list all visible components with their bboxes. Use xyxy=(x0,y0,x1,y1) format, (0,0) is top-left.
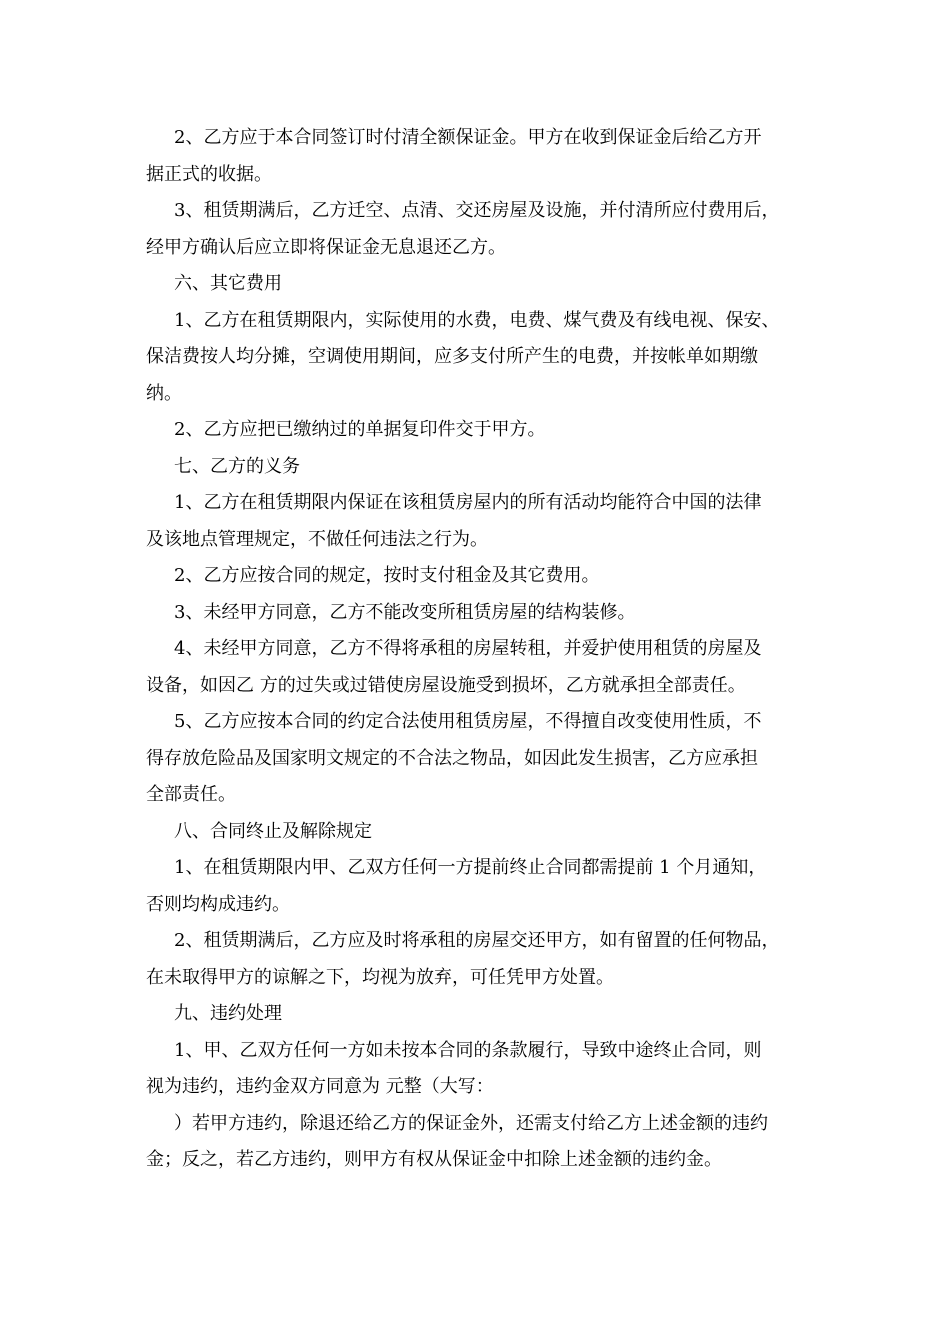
heading-text: 六、其它费用 xyxy=(174,273,282,294)
heading-text: 八、合同终止及解除规定 xyxy=(174,820,372,842)
text-line: 在未取得甲方的谅解之下，均视为放弃，可任凭甲方处置。 xyxy=(146,966,614,988)
clause-5-2 xyxy=(146,120,806,193)
clause-6-2 xyxy=(146,412,806,449)
text-line: ）若甲方违约，除退还给乙方的保证金外，还需支付给乙方上述金额的违约 xyxy=(174,1112,768,1134)
section-heading-8 xyxy=(146,814,806,851)
text-line: 1、在租赁期限内甲、乙双方任何一方提前终止合同都需提前 1 个月通知， xyxy=(174,857,767,878)
clause-7-4 xyxy=(146,631,806,704)
clause-7-3 xyxy=(146,595,806,632)
text-line: 2、租赁期满后，乙方应及时将承租的房屋交还甲方，如有留置的任何物品， xyxy=(174,930,780,951)
document-body xyxy=(146,120,806,1179)
text-line: 及该地点管理规定，不做任何违法之行为。 xyxy=(146,528,488,550)
text-line: 否则均构成违约。 xyxy=(146,893,290,915)
section-heading-6 xyxy=(146,266,806,303)
text-line: 4、未经甲方同意，乙方不得将承租的房屋转租，并爱护使用租赁的房屋及 xyxy=(174,638,762,659)
text-line: 2、乙方应把已缴纳过的单据复印件交于甲方。 xyxy=(174,419,546,440)
text-line: 全部责任。 xyxy=(146,784,236,805)
text-line: 经甲方确认后应立即将保证金无息退还乙方。 xyxy=(146,236,506,258)
section-heading-7 xyxy=(146,449,806,486)
clause-7-2 xyxy=(146,558,806,595)
clause-9-1-continued xyxy=(146,1106,806,1179)
section-heading-9 xyxy=(146,996,806,1033)
text-line: 3、未经甲方同意，乙方不能改变所租赁房屋的结构装修。 xyxy=(174,601,636,623)
clause-9-1 xyxy=(146,1033,806,1106)
clause-8-1 xyxy=(146,850,806,923)
clause-6-1 xyxy=(146,303,806,413)
heading-text: 七、乙方的义务 xyxy=(174,455,300,477)
clause-5-3 xyxy=(146,193,806,266)
text-line: 2、乙方应于本合同签订时付清全额保证金。甲方在收到保证金后给乙方开 xyxy=(174,127,762,148)
text-line: 1、乙方在租赁期限内，实际使用的水费，电费、煤气费及有线电视、保安、 xyxy=(174,309,780,331)
text-line: 保洁费按人均分摊，空调使用期间，应多支付所产生的电费，并按帐单如期缴 xyxy=(146,346,758,367)
text-line: 纳。 xyxy=(146,382,182,404)
text-line: 2、乙方应按合同的规定，按时支付租金及其它费用。 xyxy=(174,565,600,586)
clause-7-5 xyxy=(146,704,806,814)
text-line: 设备，如因乙 方的过失或过错使房屋设施受到损坏，乙方就承担全部责任。 xyxy=(146,674,746,696)
text-line: 1、甲、乙双方任何一方如未按本合同的条款履行，导致中途终止合同，则 xyxy=(174,1039,762,1061)
clause-7-1 xyxy=(146,485,806,558)
text-line: 据正式的收据。 xyxy=(146,163,272,185)
text-line: 5、乙方应按本合同的约定合法使用租赁房屋，不得擅自改变使用性质，不 xyxy=(174,711,762,732)
text-line: 视为违约，违约金双方同意为 元整（大写： xyxy=(146,1076,494,1097)
clause-8-2 xyxy=(146,923,806,996)
text-line: 1、乙方在租赁期限内保证在该租赁房屋内的所有活动均能符合中国的法律 xyxy=(174,492,762,513)
text-line: 3、租赁期满后，乙方迁空、点清、交还房屋及设施，并付清所应付费用后， xyxy=(174,200,780,221)
heading-text: 九、违约处理 xyxy=(174,1003,282,1024)
text-line: 得存放危险品及国家明文规定的不合法之物品，如因此发生损害，乙方应承担 xyxy=(146,747,758,769)
text-line: 金；反之，若乙方违约，则甲方有权从保证金中扣除上述金额的违约金。 xyxy=(146,1149,722,1170)
